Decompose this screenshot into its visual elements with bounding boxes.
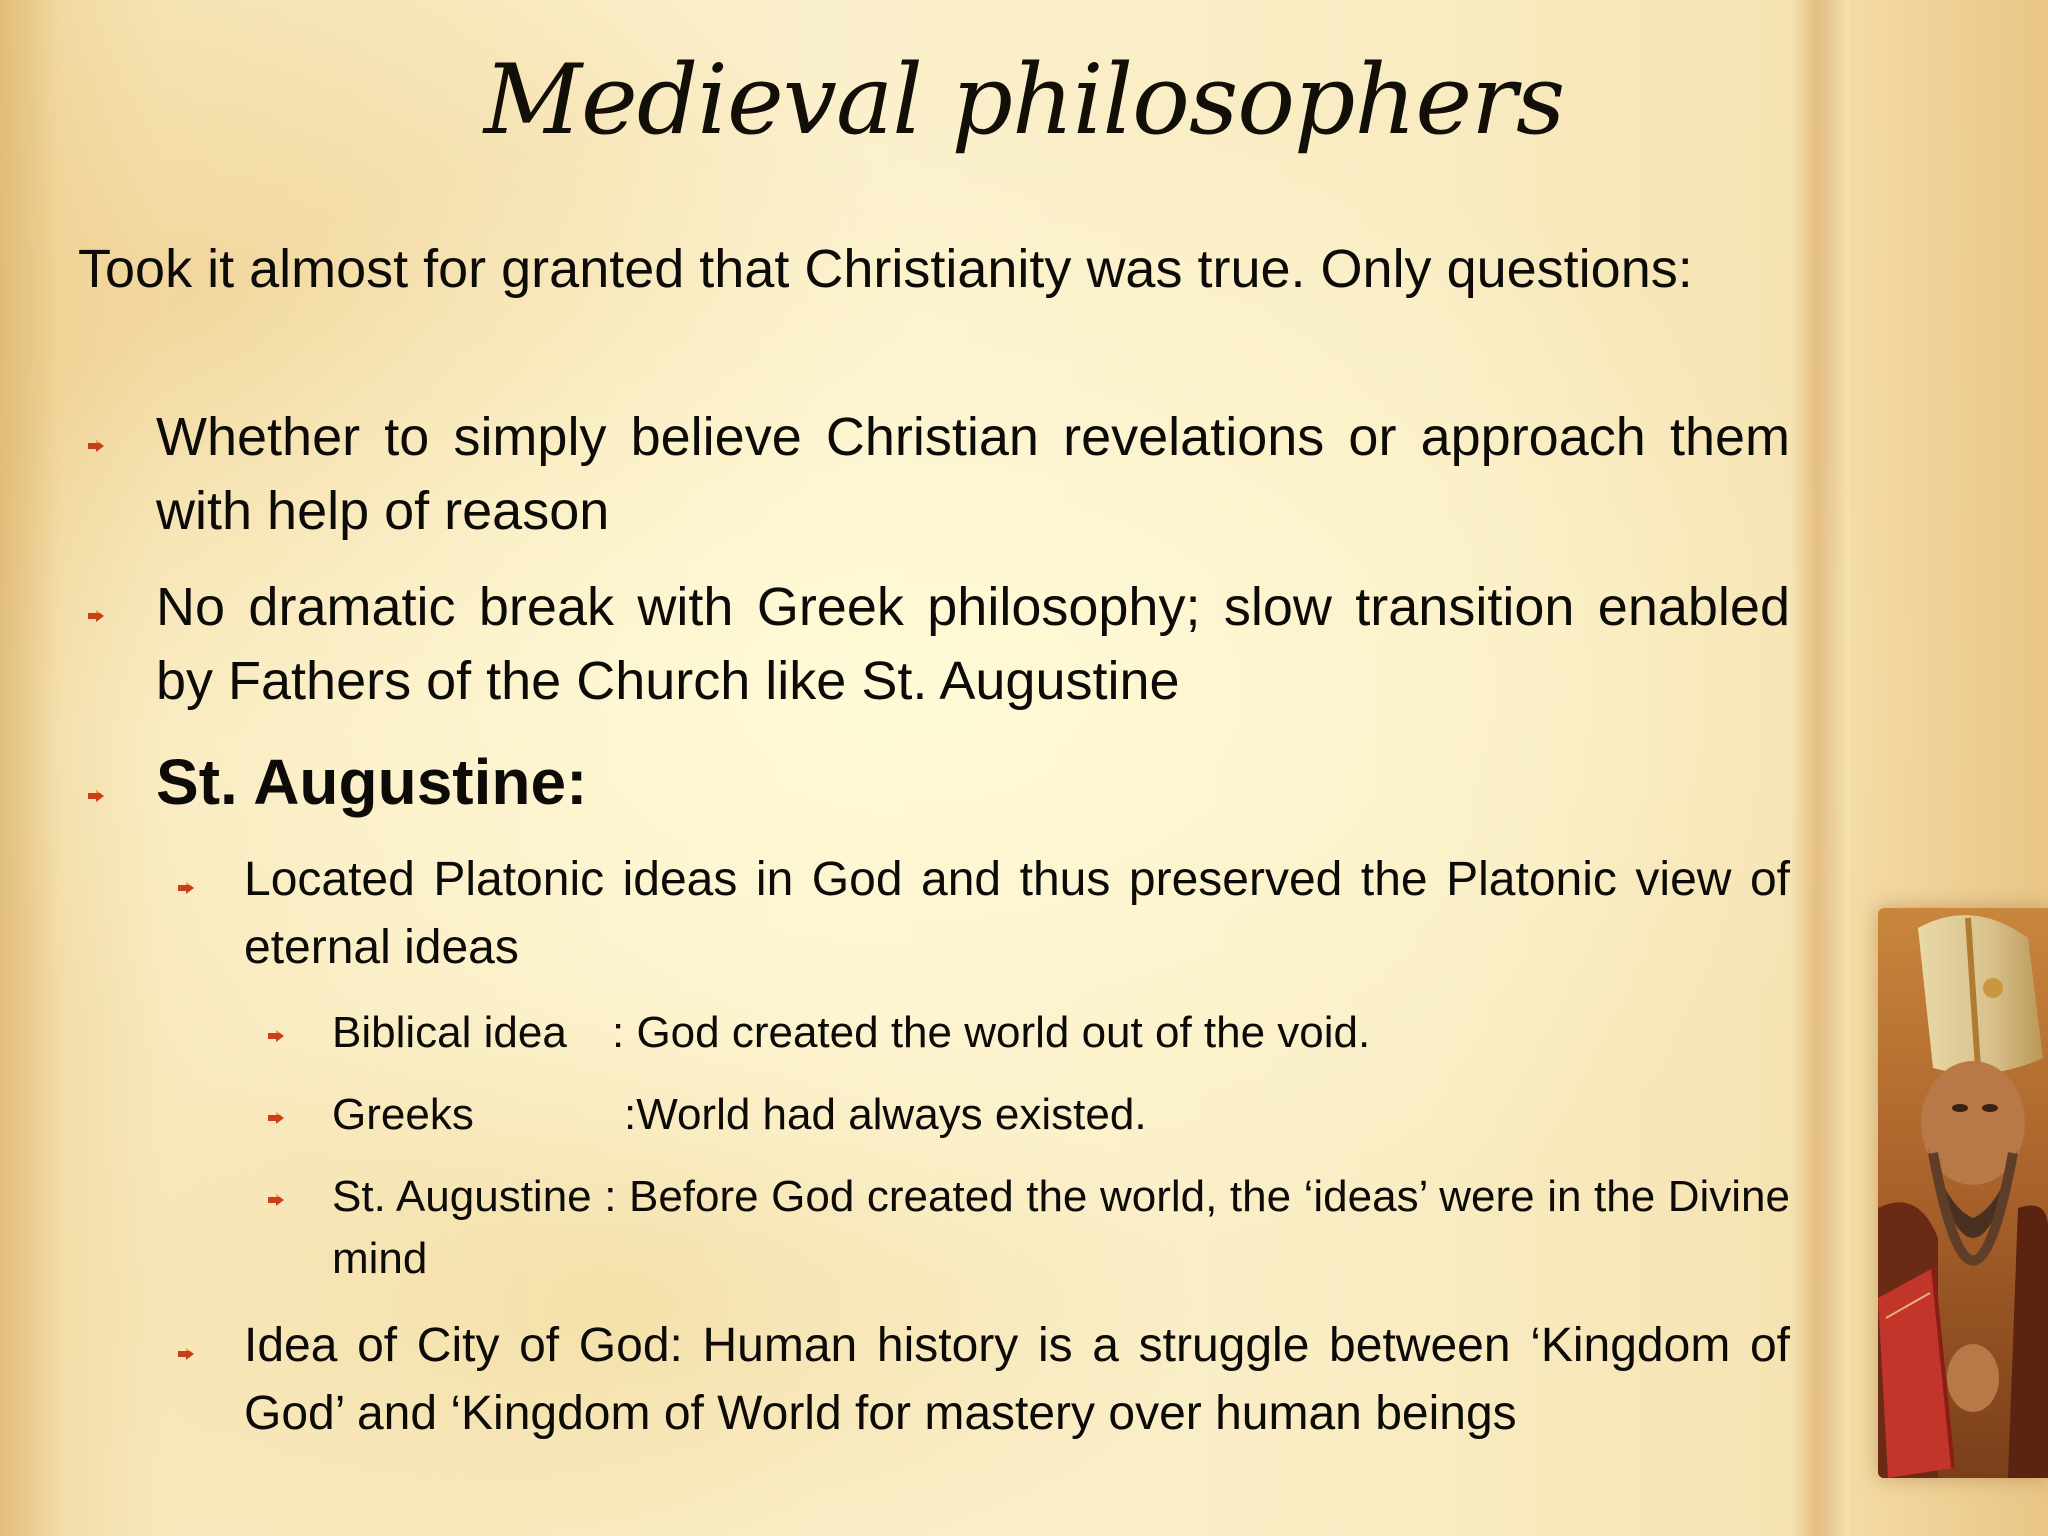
comparison-label: Greeks: [332, 1090, 474, 1139]
augustine-heading: St. Augustine:: [156, 746, 588, 818]
bullet-greek-philosophy: No dramatic break with Greek philosophy; slow transition enabled by Fathers of the Church like St. Augustine: [156, 577, 1790, 711]
comparison-text: :World had always existed.: [624, 1090, 1147, 1139]
comparison-biblical: [332, 1002, 1790, 1064]
arrow-bullet-icon: [88, 790, 104, 802]
city-of-god-point: Idea of City of God: Human history is a struggle between ‘Kingdom of God’ and ‘Kingdom of World for mastery over human beings: [244, 1319, 1790, 1440]
arrow-bullet-icon: [88, 610, 104, 622]
st-augustine-portrait: [1878, 908, 2048, 1478]
platonic-ideas-point: Located Platonic ideas in God and thus preserved the Platonic view of eternal ideas: [244, 853, 1790, 974]
comparison-text: : Before God created the world, the ‘ideas’ were in the Divine mind: [332, 1172, 1790, 1283]
arrow-bullet-icon: [268, 1030, 284, 1042]
comparison-label: Biblical idea: [332, 1008, 567, 1057]
comparison-greeks: [332, 1084, 1790, 1146]
comparison-augustine: [332, 1166, 1790, 1290]
arrow-bullet-icon: [178, 882, 194, 894]
slide-title: Medieval philosophers: [483, 44, 1565, 156]
arrow-bullet-icon: [178, 1348, 194, 1360]
parchment-scroll-rod: [1790, 0, 1850, 1536]
bullet-reason: Whether to simply believe Christian revelations or approach them with help of reason: [156, 407, 1790, 541]
intro-text: Took it almost for granted that Christianity was true. Only questions:: [78, 239, 1693, 299]
arrow-bullet-icon: [88, 440, 104, 452]
arrow-bullet-icon: [268, 1194, 284, 1206]
parchment-left-edge: [0, 0, 60, 1536]
arrow-bullet-icon: [268, 1112, 284, 1124]
comparison-text: : God created the world out of the void.: [612, 1008, 1371, 1057]
comparison-label: St. Augustine: [332, 1172, 592, 1221]
